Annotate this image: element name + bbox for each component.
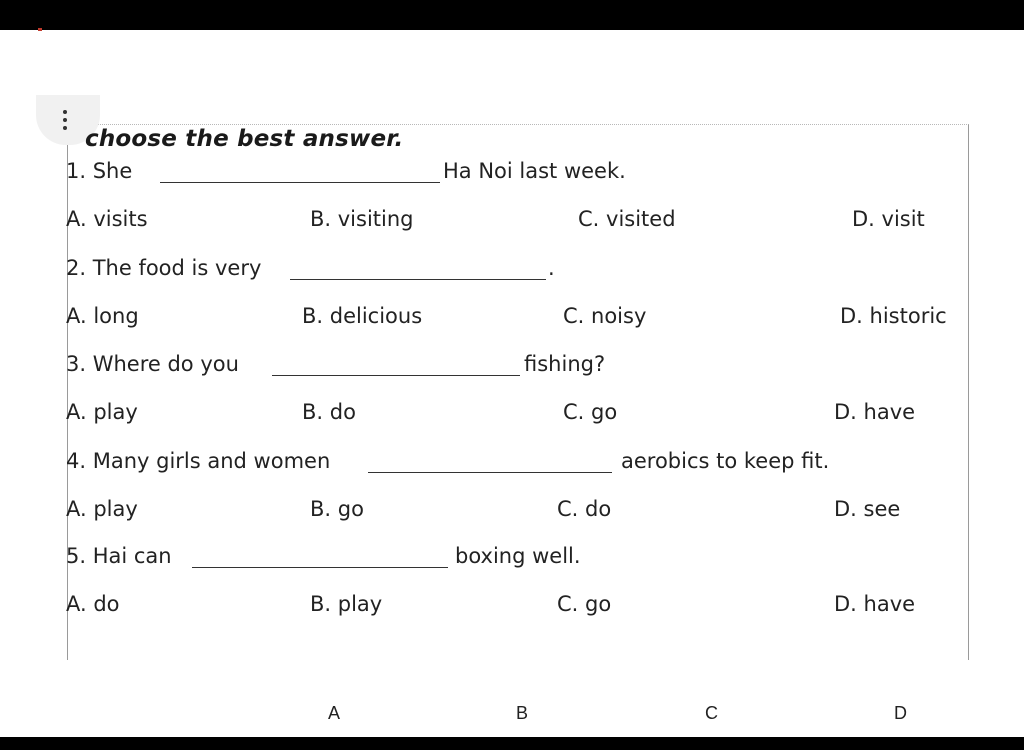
question-1-option-b: B. visiting (310, 207, 414, 231)
question-3-option-b: B. do (302, 400, 356, 424)
question-5-option-c: C. go (557, 592, 612, 616)
bottom-bar (0, 737, 1024, 750)
question-1-option-a: A. visits (66, 207, 148, 231)
question-5-end: boxing well. (455, 544, 581, 568)
question-3-blank (272, 375, 520, 376)
question-2-end: . (548, 256, 555, 280)
answer-choice-d[interactable]: D (894, 703, 907, 723)
answer-choice-b[interactable]: B (516, 703, 529, 723)
answer-choice-a[interactable]: A (328, 703, 341, 723)
question-1-end: Ha Noi last week. (443, 159, 626, 183)
question-3-option-a: A. play (66, 400, 138, 424)
red-mark (38, 28, 42, 31)
question-4-start: 4. Many girls and women (66, 449, 331, 473)
question-5-option-a: A. do (66, 592, 120, 616)
question-3-end: fishing? (524, 352, 606, 376)
question-2-blank (290, 279, 546, 280)
question-3-option-c: C. go (563, 400, 618, 424)
question-2-option-a: A. long (66, 304, 139, 328)
question-5-option-d: D. have (834, 592, 916, 616)
question-2-start: 2. The food is very (66, 256, 262, 280)
question-4-option-c: C. do (557, 497, 612, 521)
question-1-start: 1. She (66, 159, 133, 183)
question-4-option-b: B. go (310, 497, 364, 521)
question-2-option-b: B. delicious (302, 304, 423, 328)
question-1-option-c: C. visited (578, 207, 676, 231)
question-3-option-d: D. have (834, 400, 916, 424)
question-2-option-c: C. noisy (563, 304, 647, 328)
question-5-start: 5. Hai can (66, 544, 172, 568)
question-5-option-b: B. play (310, 592, 383, 616)
question-4-blank (368, 472, 612, 473)
question-1-blank (160, 182, 440, 183)
answer-choice-c[interactable]: C (705, 703, 718, 723)
top-bar (0, 0, 1024, 30)
question-4-option-d: D. see (834, 497, 901, 521)
worksheet-frame (67, 124, 969, 660)
question-4-end: aerobics to keep fit. (621, 449, 830, 473)
more-vert-icon (63, 110, 67, 130)
question-1-option-d: D. visit (852, 207, 925, 231)
question-2-option-d: D. historic (840, 304, 947, 328)
question-5-blank (192, 567, 448, 568)
worksheet-heading: choose the best answer. (85, 126, 404, 152)
question-3-start: 3. Where do you (66, 352, 239, 376)
question-4-option-a: A. play (66, 497, 138, 521)
